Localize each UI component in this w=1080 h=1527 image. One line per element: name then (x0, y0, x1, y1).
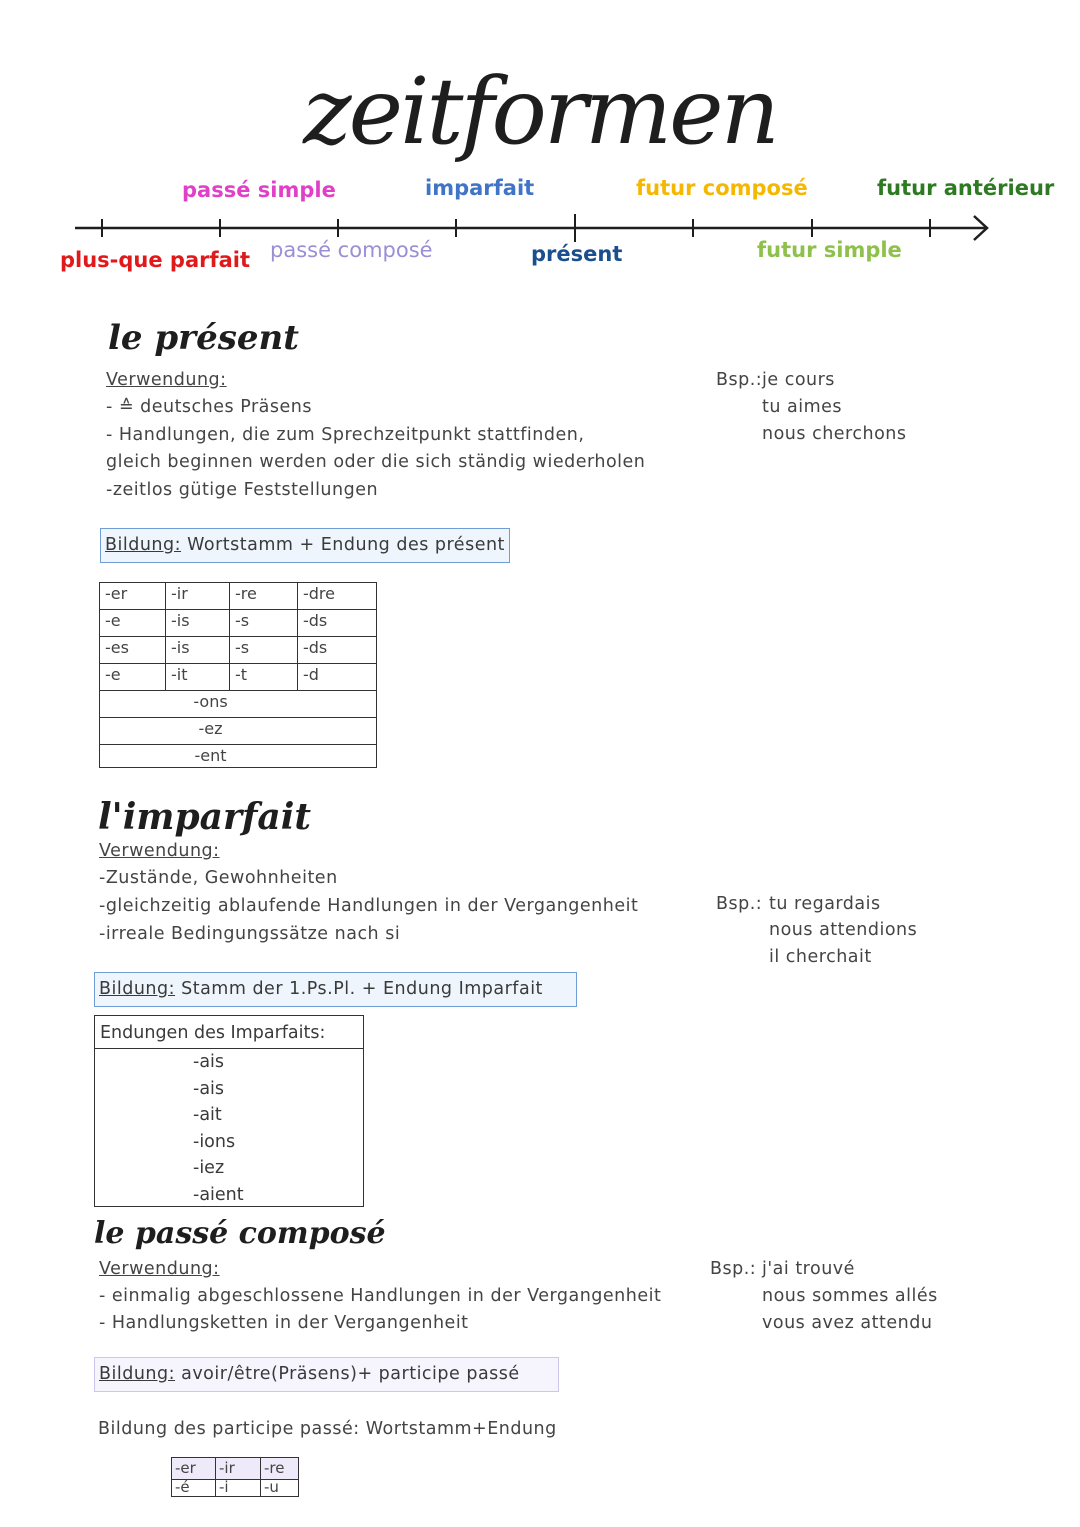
table-cell: -it (166, 664, 230, 691)
table-cell-plural: -ons (100, 691, 377, 718)
present-bildung-label: Bildung: (105, 535, 182, 555)
timeline (0, 170, 1080, 280)
table-cell: -é (172, 1480, 216, 1497)
list-item: -ais (193, 1078, 225, 1099)
table-header-cell: -dre (298, 583, 377, 610)
list-item: -ait (193, 1105, 222, 1125)
present-bildung-text: Wortstamm + Endung des présent (181, 535, 505, 555)
imparfait-bildung-text: Stamm der 1.Ps.Pl. + Endung Imparfait (175, 979, 543, 999)
table-cell: -t (230, 664, 298, 691)
table-row (100, 745, 377, 768)
imparfait-line-3: -irreale Bedingungssätze nach si (99, 924, 401, 944)
table-cell-plural: -ent (100, 745, 377, 768)
present-bildung-box (100, 528, 510, 563)
label-present: présent (531, 242, 623, 266)
label-passe-compose: passé composé (270, 238, 433, 262)
passe-compose-bildung-box (94, 1357, 559, 1392)
passe-compose-bildung-text: avoir/être(Präsens)+ participe passé (175, 1364, 520, 1384)
table-row (100, 637, 377, 664)
passe-compose-verwendung-label: Verwendung: (99, 1259, 220, 1279)
label-imparfait: imparfait (425, 176, 535, 200)
imparfait-verwendung-label: Verwendung: (99, 841, 220, 861)
table-row (100, 718, 377, 745)
table-cell: -u (261, 1480, 299, 1497)
imparfait-bildung-box (94, 972, 577, 1007)
passe-compose-example-1: j'ai trouvé (762, 1259, 855, 1279)
table-cell: -e (100, 610, 166, 637)
table-cell: -s (230, 610, 298, 637)
table-cell: -s (230, 637, 298, 664)
list-item: -aient (193, 1184, 244, 1205)
list-item: -iez (193, 1158, 225, 1178)
table-header-cell: -ir (166, 583, 230, 610)
passe-compose-line-1: - einmalig abgeschlossene Handlungen in der Vergangenheit (99, 1286, 662, 1306)
present-bsp-label: Bsp.: (716, 370, 763, 390)
table-header-cell: -re (230, 583, 298, 610)
table-header-cell: -re (261, 1458, 299, 1480)
table-header-cell: -er (172, 1458, 216, 1480)
table-header-cell: -er (100, 583, 166, 610)
imparfait-line-1: -Zustände, Gewohnheiten (99, 868, 338, 888)
table-row (172, 1480, 299, 1497)
table-cell: -is (166, 637, 230, 664)
table-cell: -is (166, 610, 230, 637)
list-item: -ais (193, 1052, 225, 1072)
imparfait-bsp-label: Bsp.: (716, 894, 763, 914)
present-example-2: tu aimes (762, 397, 843, 417)
present-heading: le présent (108, 318, 299, 358)
passe-compose-bildung-label: Bildung: (99, 1364, 176, 1384)
present-line-3: gleich beginnen werden oder die sich ständig wiederholen (106, 452, 646, 472)
imparfait-heading: l'imparfait (98, 796, 312, 838)
label-futur-anterieur: futur antérieur (877, 176, 1055, 200)
imparfait-example-1: tu regardais (769, 894, 881, 914)
page-title: zeitformen (303, 58, 777, 165)
present-line-2: - Handlungen, die zum Sprechzeitpunkt stattfinden, (106, 425, 585, 445)
table-cell: -e (100, 664, 166, 691)
present-example-1: je cours (762, 370, 835, 390)
label-plus-que-parfait: plus-que parfait (60, 248, 251, 272)
table-row (100, 610, 377, 637)
table-header-cell: -ir (216, 1458, 261, 1480)
imparfait-endings-title: Endungen des Imparfaits: (95, 1016, 363, 1049)
table-cell: -d (298, 664, 377, 691)
table-cell-plural: -ez (100, 718, 377, 745)
passe-compose-example-3: vous avez attendu (762, 1313, 933, 1333)
table-row (100, 664, 377, 691)
imparfait-bildung-label: Bildung: (99, 979, 176, 999)
passe-compose-example-2: nous sommes allés (762, 1286, 938, 1306)
imparfait-endings-box (94, 1015, 364, 1207)
participe-passe-line: Bildung des participe passé: Wortstamm+Endung (98, 1419, 557, 1439)
table-row (100, 691, 377, 718)
present-endings-table (99, 582, 377, 768)
label-futur-simple: futur simple (757, 238, 902, 262)
passe-compose-line-2: - Handlungsketten in der Vergangenheit (99, 1313, 469, 1333)
passe-compose-bsp-label: Bsp.: (710, 1259, 757, 1279)
imparfait-example-2: nous attendions (769, 920, 918, 940)
present-line-4: -zeitlos gütige Feststellungen (106, 480, 379, 500)
label-passe-simple: passé simple (182, 178, 336, 202)
table-row (100, 583, 377, 610)
present-line-1: - ≙ deutsches Präsens (106, 397, 312, 417)
label-futur-compose: futur composé (636, 176, 808, 200)
table-row (172, 1458, 299, 1480)
imparfait-example-3: il cherchait (769, 947, 872, 967)
table-cell: -es (100, 637, 166, 664)
table-cell: -i (216, 1480, 261, 1497)
present-verwendung-label: Verwendung: (106, 370, 227, 390)
table-cell: -ds (298, 610, 377, 637)
participe-passe-table (171, 1457, 299, 1497)
imparfait-line-2: -gleichzeitig ablaufende Handlungen in der Vergangenheit (99, 896, 639, 916)
table-cell: -ds (298, 637, 377, 664)
passe-compose-heading: le passé composé (94, 1216, 386, 1251)
present-example-3: nous cherchons (762, 424, 907, 444)
list-item: -ions (193, 1131, 236, 1152)
